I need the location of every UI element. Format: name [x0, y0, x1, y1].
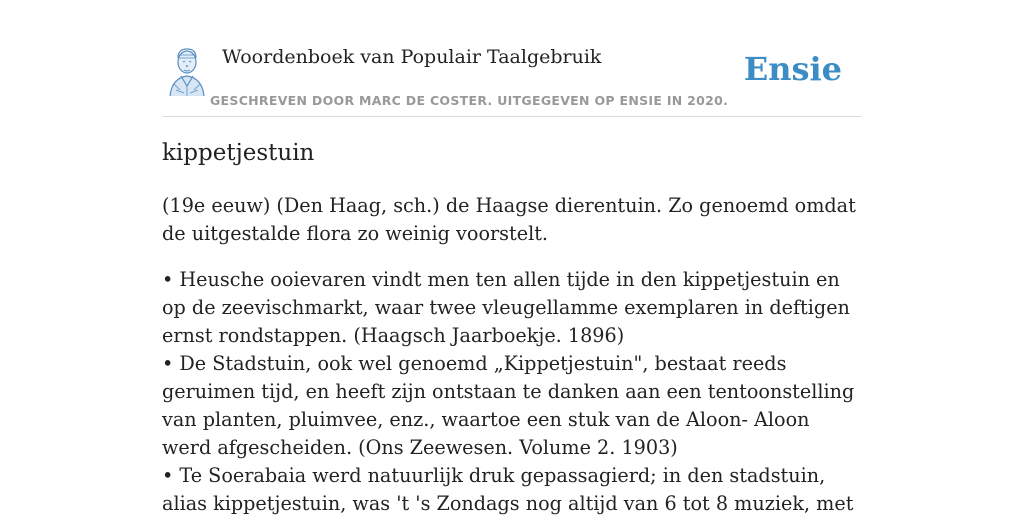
site-header: [162, 40, 862, 117]
byline: GESCHREVEN DOOR MARC DE COSTER. UITGEGEVEN OP ENSIE IN 2020.: [210, 93, 729, 108]
ensie-logo-link[interactable]: Ensie: [743, 50, 842, 88]
author-portrait-icon[interactable]: [164, 46, 210, 96]
entry-content: [162, 192, 862, 518]
quote-item: • De Stadstuin, ook wel genoemd „Kippetjestuin", bestaat reeds geruimen tijd, en heeft zijn ontstaan te danken aan een tentoonstelling van planten, pluimvee, enz., waartoe een stuk van de Aloon- Aloon werd afgescheiden. (Ons Zeewesen. Volume 2. 1903): [162, 352, 855, 459]
quote-list: [162, 266, 862, 518]
entry-term: kippetjestuin: [162, 140, 315, 166]
quote-item: • Te Soerabaia werd natuurlijk druk gepassagierd; in den stadstuin, alias kippetjestuin, was 't 's Zondags nog altijd van 6 tot 8 muziek, met: [162, 464, 854, 515]
entry-definition: (19e eeuw) (Den Haag, sch.) de Haagse dierentuin. Zo genoemd omdat de uitgestalde flora zo weinig voorstelt.: [162, 194, 856, 245]
book-title[interactable]: Woordenboek van Populair Taalgebruik: [222, 46, 602, 68]
quote-item: • Heusche ooievaren vindt men ten allen tijde in den kippetjestuin en op de zeevischmarkt, waar twee vleugellamme exemplaren in deftigen ernst rondstappen. (Haagsch Jaarboekje. 1896): [162, 268, 850, 347]
